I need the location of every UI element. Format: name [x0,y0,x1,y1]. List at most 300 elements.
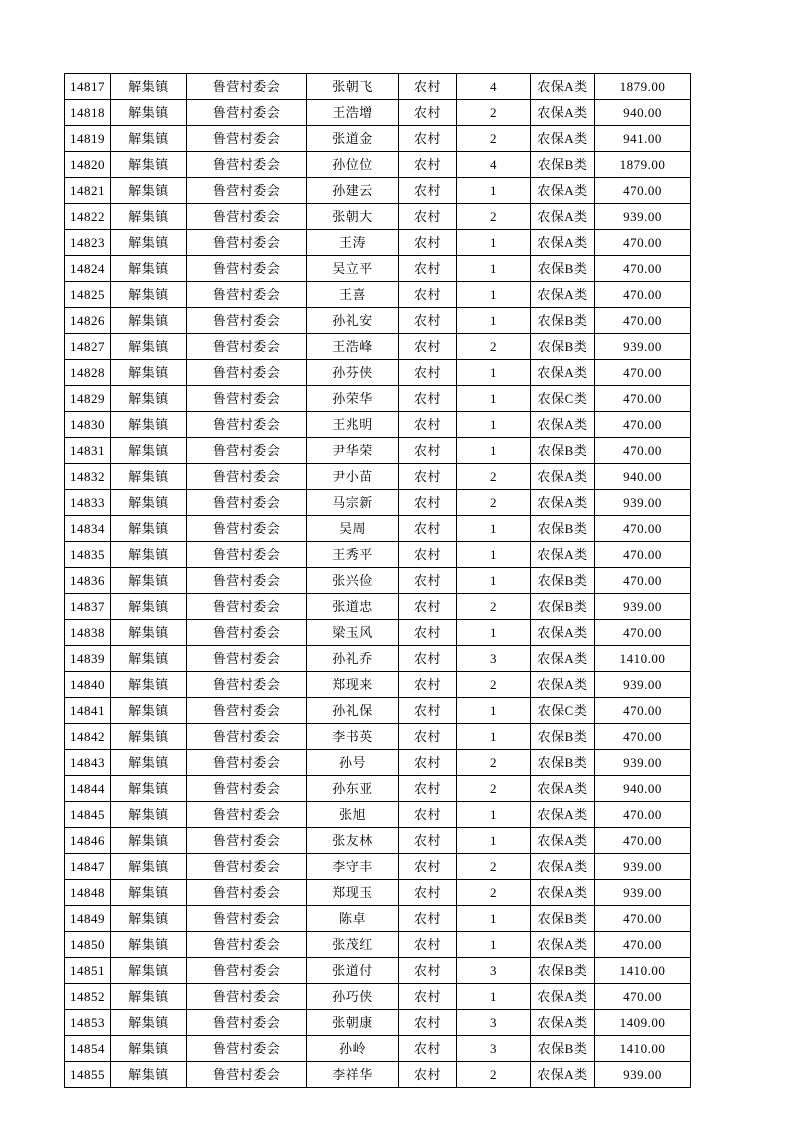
cell-residence-type: 农村 [399,490,457,516]
cell-person-count: 1 [457,256,531,282]
cell-serial-number: 14821 [65,178,111,204]
cell-person-name: 王秀平 [307,542,399,568]
cell-town: 解集镇 [111,542,187,568]
cell-person-name: 陈卓 [307,906,399,932]
cell-insurance-category: 农保B类 [531,308,595,334]
cell-insurance-category: 农保A类 [531,672,595,698]
cell-insurance-category: 农保A类 [531,984,595,1010]
cell-village-committee: 鲁营村委会 [187,438,307,464]
cell-serial-number: 14825 [65,282,111,308]
cell-amount: 470.00 [595,932,691,958]
cell-serial-number: 14848 [65,880,111,906]
cell-person-count: 1 [457,932,531,958]
cell-village-committee: 鲁营村委会 [187,360,307,386]
cell-insurance-category: 农保A类 [531,490,595,516]
cell-town: 解集镇 [111,152,187,178]
cell-serial-number: 14835 [65,542,111,568]
cell-residence-type: 农村 [399,256,457,282]
cell-residence-type: 农村 [399,1062,457,1088]
cell-amount: 470.00 [595,828,691,854]
cell-residence-type: 农村 [399,854,457,880]
cell-residence-type: 农村 [399,126,457,152]
cell-person-name: 王涛 [307,230,399,256]
cell-person-name: 孙东亚 [307,776,399,802]
cell-person-name: 李祥华 [307,1062,399,1088]
cell-village-committee: 鲁营村委会 [187,230,307,256]
table-row [65,386,691,412]
cell-amount: 939.00 [595,594,691,620]
cell-person-count: 1 [457,386,531,412]
table-row [65,958,691,984]
cell-insurance-category: 农保A类 [531,230,595,256]
cell-person-count: 1 [457,178,531,204]
table-row [65,1010,691,1036]
cell-person-name: 张道忠 [307,594,399,620]
cell-person-name: 孙礼乔 [307,646,399,672]
cell-residence-type: 农村 [399,880,457,906]
table-row [65,906,691,932]
cell-person-name: 吴周 [307,516,399,542]
cell-town: 解集镇 [111,750,187,776]
cell-amount: 470.00 [595,412,691,438]
cell-residence-type: 农村 [399,100,457,126]
cell-village-committee: 鲁营村委会 [187,542,307,568]
cell-town: 解集镇 [111,594,187,620]
table-row [65,516,691,542]
cell-amount: 939.00 [595,490,691,516]
cell-residence-type: 农村 [399,750,457,776]
cell-amount: 470.00 [595,542,691,568]
table-row [65,334,691,360]
cell-amount: 470.00 [595,386,691,412]
cell-person-count: 2 [457,126,531,152]
cell-town: 解集镇 [111,854,187,880]
cell-person-count: 1 [457,360,531,386]
table-row [65,828,691,854]
cell-serial-number: 14844 [65,776,111,802]
cell-residence-type: 农村 [399,802,457,828]
cell-amount: 939.00 [595,334,691,360]
cell-amount: 939.00 [595,854,691,880]
cell-town: 解集镇 [111,490,187,516]
cell-person-count: 2 [457,334,531,360]
cell-person-name: 张朝康 [307,1010,399,1036]
cell-village-committee: 鲁营村委会 [187,750,307,776]
cell-serial-number: 14838 [65,620,111,646]
cell-person-name: 吴立平 [307,256,399,282]
cell-amount: 940.00 [595,100,691,126]
cell-insurance-category: 农保A类 [531,1010,595,1036]
cell-serial-number: 14817 [65,74,111,100]
cell-village-committee: 鲁营村委会 [187,1062,307,1088]
cell-serial-number: 14830 [65,412,111,438]
cell-village-committee: 鲁营村委会 [187,152,307,178]
table-row [65,620,691,646]
cell-person-count: 3 [457,646,531,672]
cell-insurance-category: 农保B类 [531,568,595,594]
cell-person-count: 1 [457,438,531,464]
cell-town: 解集镇 [111,906,187,932]
table-row [65,412,691,438]
cell-serial-number: 14849 [65,906,111,932]
cell-serial-number: 14834 [65,516,111,542]
cell-town: 解集镇 [111,230,187,256]
table-row [65,698,691,724]
cell-amount: 470.00 [595,256,691,282]
cell-person-count: 2 [457,490,531,516]
table-row [65,932,691,958]
cell-person-name: 尹小苗 [307,464,399,490]
cell-person-name: 张道付 [307,958,399,984]
cell-person-count: 1 [457,906,531,932]
cell-serial-number: 14846 [65,828,111,854]
cell-person-count: 1 [457,698,531,724]
cell-serial-number: 14855 [65,1062,111,1088]
cell-town: 解集镇 [111,646,187,672]
cell-serial-number: 14853 [65,1010,111,1036]
table-row [65,750,691,776]
cell-town: 解集镇 [111,126,187,152]
cell-town: 解集镇 [111,776,187,802]
cell-amount: 470.00 [595,698,691,724]
cell-village-committee: 鲁营村委会 [187,854,307,880]
cell-village-committee: 鲁营村委会 [187,698,307,724]
cell-amount: 941.00 [595,126,691,152]
cell-person-count: 2 [457,854,531,880]
cell-person-name: 孙芬侠 [307,360,399,386]
cell-residence-type: 农村 [399,412,457,438]
cell-person-name: 张道金 [307,126,399,152]
cell-residence-type: 农村 [399,360,457,386]
table-row [65,256,691,282]
cell-residence-type: 农村 [399,464,457,490]
cell-serial-number: 14832 [65,464,111,490]
cell-town: 解集镇 [111,516,187,542]
cell-serial-number: 14828 [65,360,111,386]
cell-serial-number: 14833 [65,490,111,516]
cell-village-committee: 鲁营村委会 [187,880,307,906]
cell-insurance-category: 农保A类 [531,360,595,386]
cell-person-name: 李守丰 [307,854,399,880]
table-row [65,360,691,386]
cell-insurance-category: 农保A类 [531,802,595,828]
cell-town: 解集镇 [111,412,187,438]
cell-serial-number: 14826 [65,308,111,334]
cell-serial-number: 14831 [65,438,111,464]
cell-insurance-category: 农保A类 [531,932,595,958]
cell-insurance-category: 农保B类 [531,906,595,932]
cell-person-name: 王浩增 [307,100,399,126]
cell-insurance-category: 农保B类 [531,152,595,178]
cell-town: 解集镇 [111,932,187,958]
table-row [65,126,691,152]
cell-town: 解集镇 [111,464,187,490]
cell-person-name: 张朝大 [307,204,399,230]
table-row [65,464,691,490]
cell-insurance-category: 农保A类 [531,880,595,906]
cell-town: 解集镇 [111,282,187,308]
table-row [65,74,691,100]
cell-residence-type: 农村 [399,568,457,594]
table-row [65,438,691,464]
cell-person-count: 2 [457,1062,531,1088]
cell-serial-number: 14851 [65,958,111,984]
cell-insurance-category: 农保A类 [531,776,595,802]
cell-amount: 470.00 [595,360,691,386]
cell-insurance-category: 农保B类 [531,750,595,776]
cell-village-committee: 鲁营村委会 [187,776,307,802]
cell-amount: 470.00 [595,516,691,542]
cell-residence-type: 农村 [399,724,457,750]
table-row [65,1062,691,1088]
cell-serial-number: 14843 [65,750,111,776]
cell-insurance-category: 农保A类 [531,178,595,204]
table-row [65,308,691,334]
table-row [65,1036,691,1062]
cell-residence-type: 农村 [399,932,457,958]
cell-person-name: 孙建云 [307,178,399,204]
cell-village-committee: 鲁营村委会 [187,828,307,854]
table-row [65,100,691,126]
cell-insurance-category: 农保A类 [531,620,595,646]
cell-person-count: 2 [457,750,531,776]
cell-serial-number: 14818 [65,100,111,126]
cell-person-name: 尹华荣 [307,438,399,464]
cell-town: 解集镇 [111,1062,187,1088]
cell-person-count: 2 [457,204,531,230]
cell-amount: 470.00 [595,230,691,256]
cell-insurance-category: 农保B类 [531,958,595,984]
cell-village-committee: 鲁营村委会 [187,516,307,542]
cell-insurance-category: 农保C类 [531,386,595,412]
cell-town: 解集镇 [111,802,187,828]
cell-village-committee: 鲁营村委会 [187,646,307,672]
cell-serial-number: 14819 [65,126,111,152]
table-row [65,594,691,620]
cell-person-name: 王喜 [307,282,399,308]
cell-town: 解集镇 [111,1010,187,1036]
cell-village-committee: 鲁营村委会 [187,984,307,1010]
cell-insurance-category: 农保A类 [531,646,595,672]
cell-village-committee: 鲁营村委会 [187,906,307,932]
cell-person-name: 孙号 [307,750,399,776]
cell-residence-type: 农村 [399,308,457,334]
cell-amount: 470.00 [595,282,691,308]
cell-village-committee: 鲁营村委会 [187,594,307,620]
cell-insurance-category: 农保B类 [531,256,595,282]
cell-town: 解集镇 [111,204,187,230]
cell-village-committee: 鲁营村委会 [187,412,307,438]
cell-residence-type: 农村 [399,516,457,542]
cell-insurance-category: 农保B类 [531,1036,595,1062]
cell-person-count: 1 [457,984,531,1010]
cell-person-count: 2 [457,100,531,126]
table-row [65,568,691,594]
cell-amount: 470.00 [595,724,691,750]
cell-amount: 1410.00 [595,646,691,672]
cell-insurance-category: 农保A类 [531,126,595,152]
cell-amount: 939.00 [595,880,691,906]
cell-person-name: 孙岭 [307,1036,399,1062]
table-row [65,178,691,204]
cell-amount: 1409.00 [595,1010,691,1036]
cell-person-name: 郑现玉 [307,880,399,906]
cell-village-committee: 鲁营村委会 [187,672,307,698]
cell-person-count: 1 [457,542,531,568]
table-row [65,490,691,516]
cell-amount: 1410.00 [595,1036,691,1062]
cell-insurance-category: 农保B类 [531,516,595,542]
cell-person-name: 孙礼保 [307,698,399,724]
cell-town: 解集镇 [111,984,187,1010]
cell-amount: 939.00 [595,204,691,230]
cell-village-committee: 鲁营村委会 [187,1010,307,1036]
cell-amount: 1879.00 [595,152,691,178]
cell-insurance-category: 农保B类 [531,594,595,620]
cell-residence-type: 农村 [399,698,457,724]
table-row [65,854,691,880]
cell-person-count: 2 [457,776,531,802]
cell-serial-number: 14829 [65,386,111,412]
cell-person-name: 张朝飞 [307,74,399,100]
cell-insurance-category: 农保A类 [531,282,595,308]
pension-roster-table [64,73,691,1088]
cell-amount: 940.00 [595,776,691,802]
cell-serial-number: 14850 [65,932,111,958]
cell-person-count: 2 [457,594,531,620]
cell-town: 解集镇 [111,386,187,412]
cell-town: 解集镇 [111,1036,187,1062]
cell-residence-type: 农村 [399,386,457,412]
cell-residence-type: 农村 [399,1036,457,1062]
table-row [65,984,691,1010]
cell-person-count: 1 [457,282,531,308]
cell-residence-type: 农村 [399,282,457,308]
cell-village-committee: 鲁营村委会 [187,74,307,100]
cell-village-committee: 鲁营村委会 [187,308,307,334]
cell-serial-number: 14847 [65,854,111,880]
cell-amount: 470.00 [595,620,691,646]
cell-person-count: 1 [457,230,531,256]
cell-residence-type: 农村 [399,1010,457,1036]
cell-person-count: 3 [457,1010,531,1036]
cell-amount: 470.00 [595,802,691,828]
cell-residence-type: 农村 [399,906,457,932]
cell-village-committee: 鲁营村委会 [187,386,307,412]
table-row [65,646,691,672]
cell-person-count: 1 [457,828,531,854]
table-row [65,672,691,698]
cell-amount: 940.00 [595,464,691,490]
cell-serial-number: 14845 [65,802,111,828]
cell-amount: 470.00 [595,438,691,464]
cell-insurance-category: 农保B类 [531,724,595,750]
cell-town: 解集镇 [111,334,187,360]
cell-person-count: 1 [457,568,531,594]
cell-person-count: 3 [457,1036,531,1062]
cell-residence-type: 农村 [399,620,457,646]
cell-insurance-category: 农保A类 [531,204,595,230]
cell-serial-number: 14854 [65,1036,111,1062]
cell-serial-number: 14827 [65,334,111,360]
cell-person-name: 梁玉风 [307,620,399,646]
cell-village-committee: 鲁营村委会 [187,620,307,646]
cell-person-name: 马宗新 [307,490,399,516]
cell-insurance-category: 农保A类 [531,74,595,100]
cell-town: 解集镇 [111,568,187,594]
table-row [65,542,691,568]
cell-person-name: 孙位位 [307,152,399,178]
cell-residence-type: 农村 [399,334,457,360]
table-row [65,802,691,828]
cell-village-committee: 鲁营村委会 [187,802,307,828]
cell-amount: 470.00 [595,906,691,932]
table-row [65,776,691,802]
cell-town: 解集镇 [111,698,187,724]
cell-residence-type: 农村 [399,828,457,854]
cell-person-count: 2 [457,464,531,490]
cell-amount: 1879.00 [595,74,691,100]
cell-person-name: 张旭 [307,802,399,828]
cell-person-name: 郑现来 [307,672,399,698]
cell-serial-number: 14822 [65,204,111,230]
cell-person-count: 1 [457,412,531,438]
cell-person-name: 张友林 [307,828,399,854]
cell-person-name: 李书英 [307,724,399,750]
table-row [65,152,691,178]
cell-serial-number: 14841 [65,698,111,724]
cell-amount: 470.00 [595,984,691,1010]
cell-insurance-category: 农保B类 [531,334,595,360]
cell-town: 解集镇 [111,74,187,100]
cell-insurance-category: 农保A类 [531,100,595,126]
cell-serial-number: 14852 [65,984,111,1010]
cell-amount: 939.00 [595,750,691,776]
cell-person-count: 1 [457,802,531,828]
table-row [65,204,691,230]
cell-residence-type: 农村 [399,152,457,178]
cell-amount: 470.00 [595,568,691,594]
cell-serial-number: 14842 [65,724,111,750]
cell-village-committee: 鲁营村委会 [187,334,307,360]
cell-serial-number: 14823 [65,230,111,256]
cell-village-committee: 鲁营村委会 [187,1036,307,1062]
cell-person-name: 张兴俭 [307,568,399,594]
cell-village-committee: 鲁营村委会 [187,490,307,516]
cell-residence-type: 农村 [399,230,457,256]
cell-residence-type: 农村 [399,984,457,1010]
cell-serial-number: 14820 [65,152,111,178]
table-body [65,74,691,1088]
cell-village-committee: 鲁营村委会 [187,282,307,308]
cell-village-committee: 鲁营村委会 [187,256,307,282]
cell-insurance-category: 农保A类 [531,828,595,854]
cell-residence-type: 农村 [399,542,457,568]
cell-town: 解集镇 [111,724,187,750]
cell-town: 解集镇 [111,178,187,204]
cell-residence-type: 农村 [399,74,457,100]
cell-person-name: 孙巧侠 [307,984,399,1010]
cell-residence-type: 农村 [399,594,457,620]
cell-town: 解集镇 [111,256,187,282]
cell-person-count: 3 [457,958,531,984]
cell-residence-type: 农村 [399,178,457,204]
cell-person-count: 2 [457,672,531,698]
table-row [65,282,691,308]
cell-insurance-category: 农保C类 [531,698,595,724]
cell-insurance-category: 农保B类 [531,438,595,464]
cell-village-committee: 鲁营村委会 [187,568,307,594]
